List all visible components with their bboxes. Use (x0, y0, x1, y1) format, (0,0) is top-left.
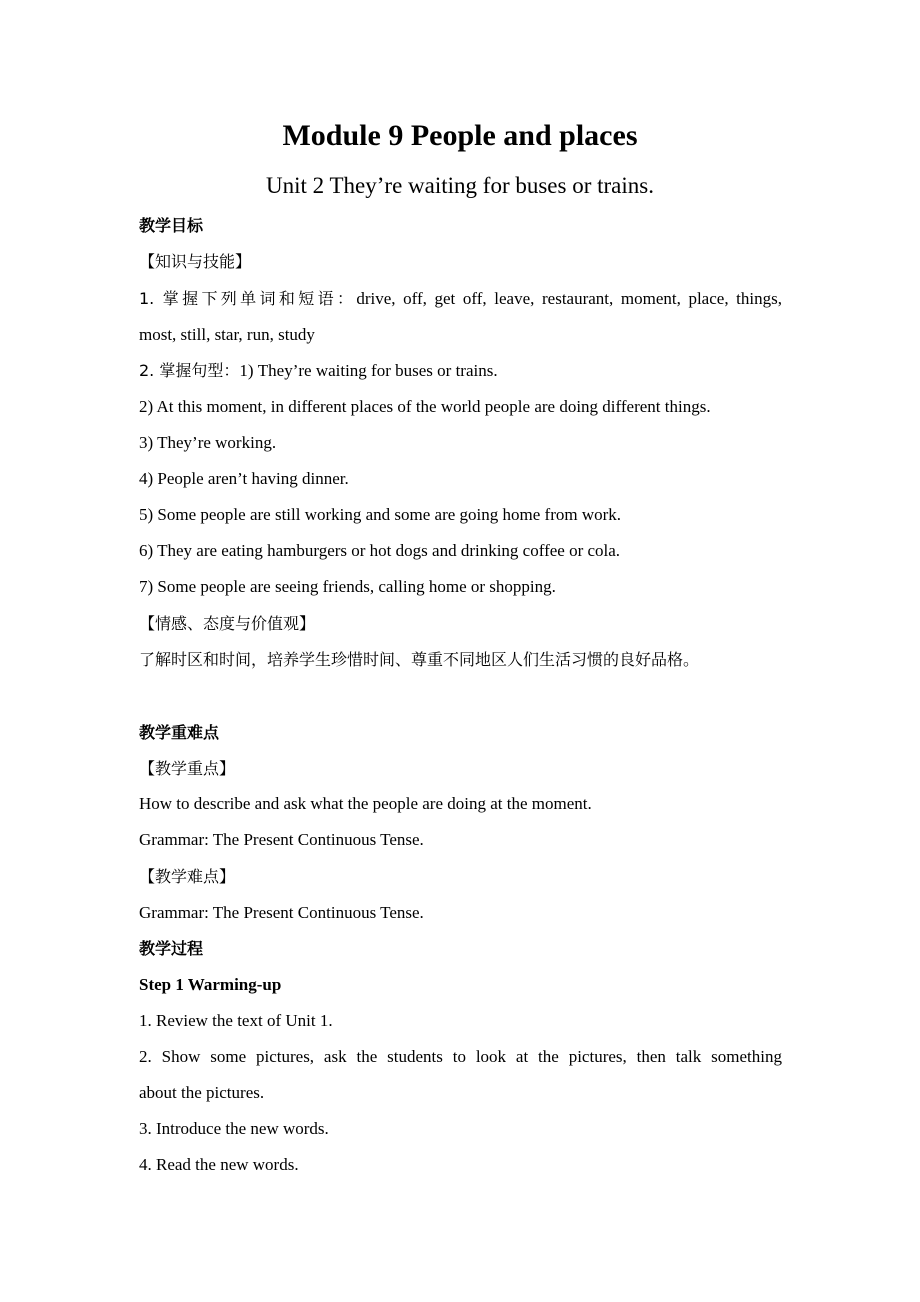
step-1-item-3: 3. Introduce the new words. (139, 1119, 329, 1138)
document-subtitle: Unit 2 They’re waiting for buses or trains. (266, 173, 654, 198)
teaching-difficulty-line: Grammar: The Present Continuous Tense. (139, 903, 424, 922)
step-1-item-1: 1. Review the text of Unit 1. (139, 1011, 333, 1030)
sentence-2: 2) At this moment, in different places of the world people are doing different things. (139, 397, 711, 416)
step-1-item-4: 4. Read the new words. (139, 1155, 299, 1174)
subheading-knowledge-skills: 【知识与技能】 (139, 252, 252, 271)
document-title: Module 9 People and places (282, 119, 638, 152)
objective-item-2 (139, 359, 782, 383)
subheading-teaching-focus: 【教学重点】 (139, 759, 236, 778)
objective-item-1 (139, 287, 782, 311)
objective-item-1-prefix: 1. 掌握下列单词和短语： (139, 289, 357, 308)
sentence-6: 6) They are eating hamburgers or hot dogs and drinking coffee or cola. (139, 541, 621, 560)
section-heading-objectives: 教学目标 (139, 216, 204, 235)
sentence-1: 1) They’re waiting for buses or trains. (239, 361, 498, 380)
section-heading-keypoints: 教学重难点 (139, 723, 220, 742)
sentence-4: 4) People aren’t having dinner. (139, 469, 349, 488)
subheading-teaching-difficulty: 【教学难点】 (139, 867, 236, 886)
step-1-title: Step 1 Warming-up (139, 975, 282, 994)
objective-item-1-cont: most, still, star, run, study (139, 325, 315, 344)
step-1-item-2-cont: about the pictures. (139, 1083, 265, 1102)
objective-item-2-prefix: 2. 掌握句型： (139, 361, 240, 380)
sentence-5: 5) Some people are still working and some are going home from work. (139, 505, 622, 524)
section-heading-process: 教学过程 (139, 939, 204, 958)
sentence-7: 7) Some people are seeing friends, calling home or shopping. (139, 577, 556, 596)
teaching-focus-line-1: How to describe and ask what the people are doing at the moment. (139, 794, 592, 813)
objective-item-1-words: drive, off, get off, leave, restaurant, moment, place, things, (356, 289, 782, 308)
emotion-values-text: 了解时区和时间，培养学生珍惜时间、尊重不同地区人们生活习惯的良好品格。 (139, 650, 700, 669)
subheading-emotion-values: 【情感、态度与价值观】 (139, 614, 316, 633)
step-1-item-2: 2. Show some pictures, ask the students to look at the pictures, then talk something (139, 1047, 782, 1066)
sentence-3: 3) They’re working. (139, 433, 277, 452)
teaching-focus-line-2: Grammar: The Present Continuous Tense. (139, 830, 424, 849)
